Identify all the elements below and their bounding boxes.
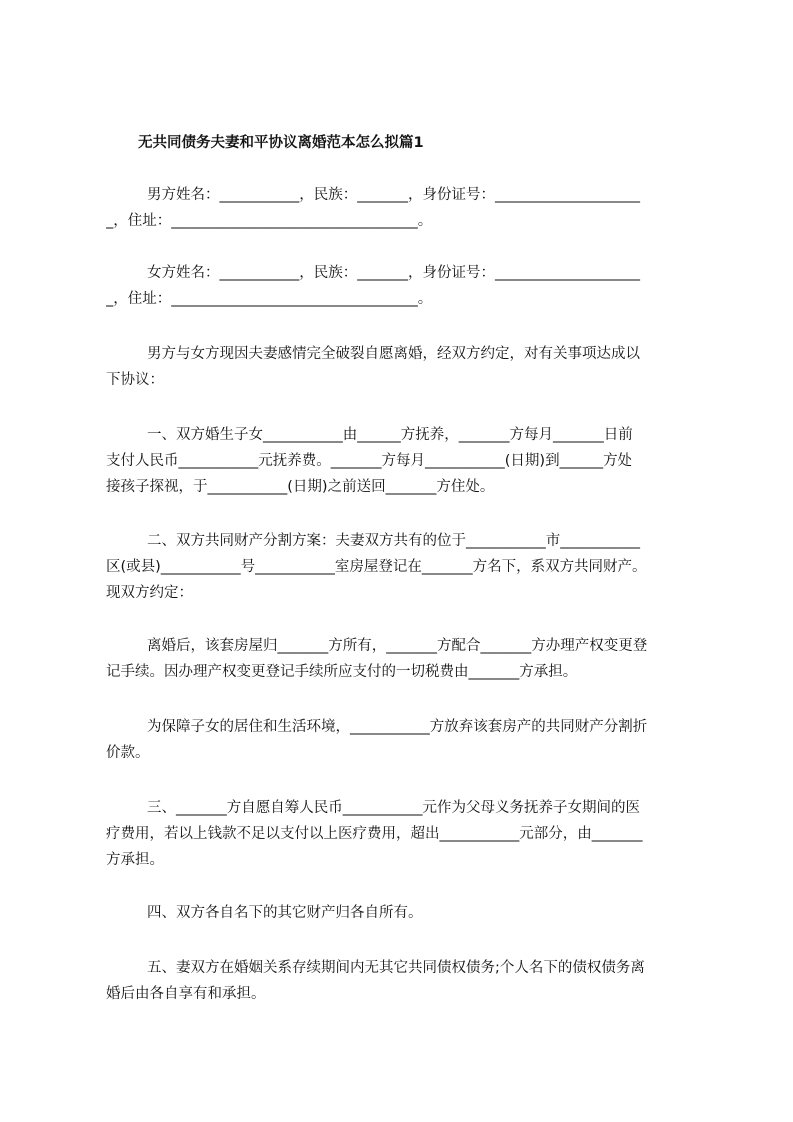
paragraph-line: 五、妻双方在婚姻关系存续期间内无其它共同债权债务;个人名下的债权债务离 bbox=[147, 960, 645, 976]
paragraph-line: 二、双方共同财产分割方案：夫妻双方共有的位于___________市___________ bbox=[147, 533, 640, 549]
paragraph-line: 方承担。 bbox=[106, 852, 164, 868]
clause-1-children bbox=[106, 422, 706, 500]
paragraph-line: 区(或县)___________号___________室房屋登记在_______方名下，系双方共同财产。 bbox=[106, 559, 647, 575]
clause-2-waiver bbox=[106, 714, 706, 766]
paragraph-line: 下协议： bbox=[106, 372, 164, 388]
clause-4-personal-property bbox=[106, 900, 706, 926]
clause-2-property bbox=[106, 528, 706, 606]
paragraph-line: 三、_______方自愿自筹人民币___________元作为父母义务抚养子女期间的医 bbox=[147, 800, 640, 816]
paragraph-line: 离婚后，该套房屋归_______方所有，_______方配合_______方办理产权变更登 bbox=[147, 638, 648, 654]
paragraph-line: 女方姓名：___________，民族：_______，身份证号：____________________ bbox=[147, 265, 640, 281]
paragraph-line: 支付人民币___________元抚养费。_______方每月___________(日期)到______方处 bbox=[106, 453, 633, 469]
paragraph-line: 男方姓名：___________，民族：_______，身份证号：____________________ bbox=[147, 187, 640, 203]
paragraph-line: _，住址：__________________________________。 bbox=[106, 213, 433, 229]
paragraph-line: 记手续。因办理产权变更登记手续所应支付的一切税费由_______方承担。 bbox=[106, 664, 578, 680]
paragraph-line: 为保障子女的居住和生活环境，___________方放弃该套房产的共同财产分割折 bbox=[147, 719, 648, 735]
paragraph-line: 疗费用，若以上钱款不足以支付以上医疗费用，超出___________元部分，由_______ bbox=[106, 826, 643, 842]
paragraph-line: 一、双方婚生子女___________由______方抚养，_______方每月_______日前 bbox=[147, 427, 633, 443]
clause-2-house-ownership bbox=[106, 633, 706, 685]
document-title: 无共同债务夫妻和平协议离婚范本怎么拟篇1 bbox=[138, 135, 424, 151]
paragraph-line: 现双方约定： bbox=[106, 585, 193, 601]
paragraph-line: 接孩子探视，于___________(日期)之前送回_______方住处。 bbox=[106, 479, 495, 495]
paragraph-line: 价款。 bbox=[106, 745, 150, 761]
paragraph-line: 婚后由各自享有和承担。 bbox=[106, 986, 266, 1002]
male-info-paragraph bbox=[106, 182, 706, 234]
paragraph-line: 男方与女方现因夫妻感情完全破裂自愿离婚，经双方约定，对有关事项达成以 bbox=[147, 346, 640, 362]
paragraph-line: _，住址：__________________________________。 bbox=[106, 291, 433, 307]
clause-5-debts bbox=[106, 955, 706, 1007]
preamble-paragraph bbox=[106, 341, 706, 393]
paragraph-line: 四、双方各自名下的其它财产归各自所有。 bbox=[147, 905, 423, 921]
clause-3-medical bbox=[106, 795, 706, 873]
female-info-paragraph bbox=[106, 260, 706, 312]
